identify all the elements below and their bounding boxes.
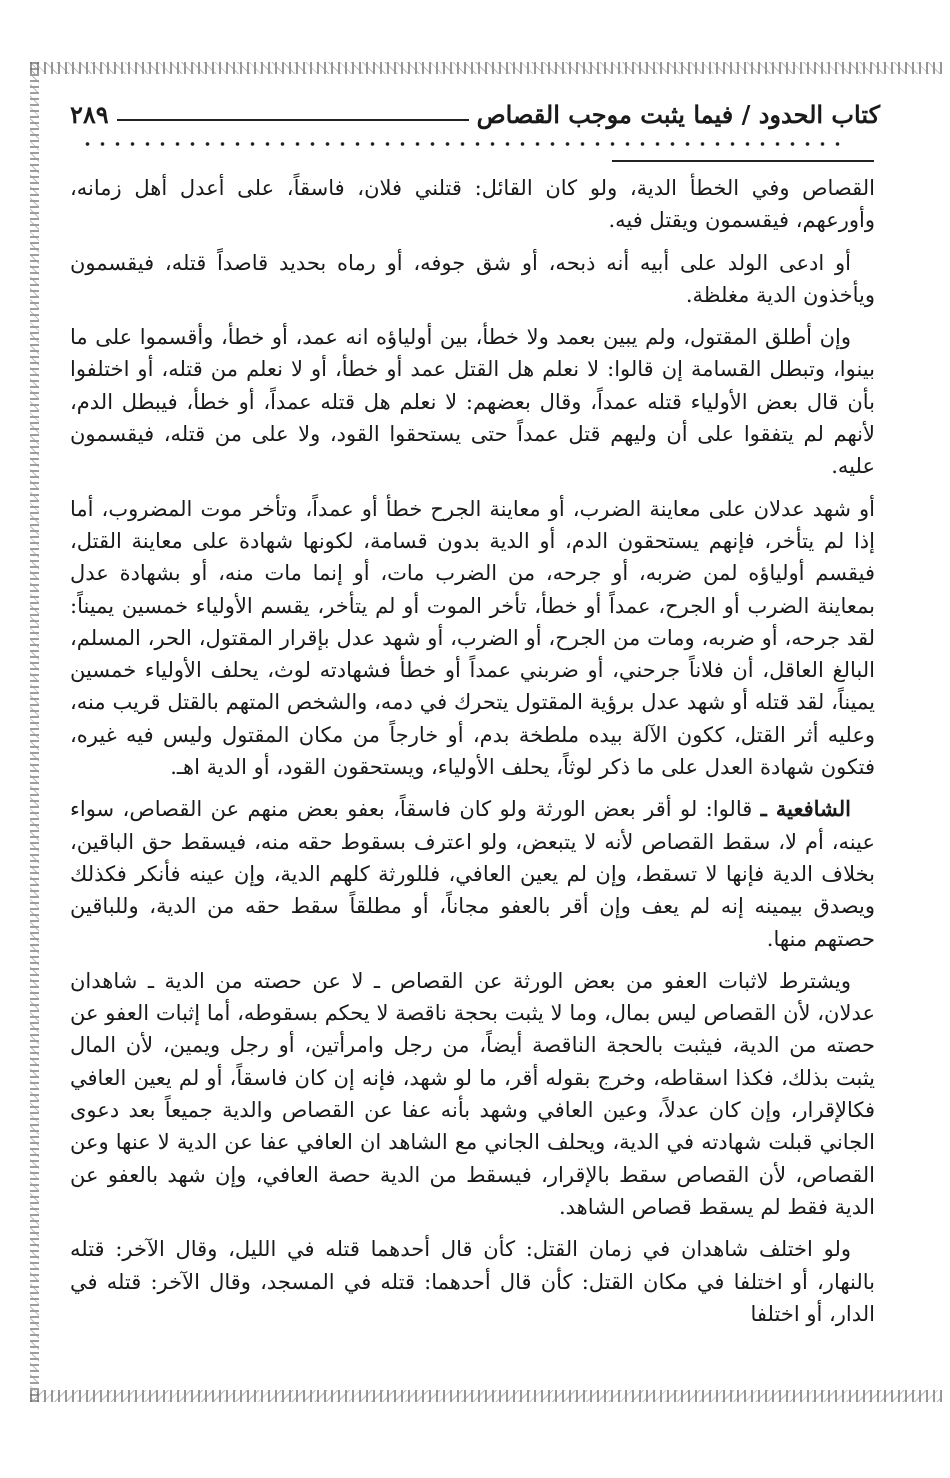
paragraph: ويشترط لاثبات العفو من بعض الورثة عن القصاص ـ لا عن حصته من الدية ـ شاهدان عدلان، لأن القصاص ليس بمال، وما لا يثبت بحجة ناقصة لا يحكم بسقوطه، أما إثبات العفو عن حصته من الدية، فيثبت بالحجة الناقصة أيضاً، من رجل وامرأتين، أو رجل ويمين، لأن المال يثبت بذلك، فكذا اسقاطه، وخرج بقوله أقر، ما لو شهد، فإنه إن كان فاسقاً، أو لم يعين العافي فكالإقرار، وإن كان عدلاً، وعين العافي وشهد بأنه عفا عن القصاص والدية جميعاً بعد دعوى الجاني قبلت شهادته في الدية، ويحلف الجاني مع الشاهد ان العافي عفا عن الدية لا عنها وعن القصاص، لأن القصاص سقط بالإقرار، فيسقط من الدية حصة العافي، وإن شهد بالعفو عن الدية فقط لم يسقط قصاص الشاهد. — [70, 968, 875, 1219]
header-underline — [612, 160, 874, 162]
paragraph: ولو اختلف شاهدان في زمان القتل: كأن قال أحدهما قتله في الليل، وقال الآخر: قتله بالنهار، أو اختلفا في مكان القتل: كأن قال أحدهما: قتله في المسجد، وقال الآخر: قتله في الدار، أو اختلفا — [70, 1237, 875, 1326]
page-number: ٢٨٩ — [70, 99, 109, 129]
paragraph-text: قالوا: لو أقر بعض الورثة ولو كان فاسقاً، بعفو بعض منهم عن القصاص، سواء عينه، أم لا، سقط القصاص لأنه لا يتبعض، ولو اعترف بسقوط حقه منه، فيسقط حق الباقين، بخلاف الدية فإنها لا تسقط، وإن لم يعين العافي، فللورثة كلهم الدية، وإن عينه فأنكر فكذلك ويصدق بيمينه إنه لم يعف وإن أقر بالعفو مجاناً، أو مطلقاً سقط حقه من الدية، وللباقين حصتهم منها. — [70, 797, 875, 951]
body-text — [70, 172, 875, 1340]
running-title: كتاب الحدود / فيما يثبت موجب القصاص — [476, 99, 880, 129]
ornamental-border-bottom — [30, 1390, 942, 1402]
ornamental-border-left — [30, 62, 39, 1402]
paragraph: أو شهد عدلان على معاينة الضرب، أو معاينة الجرح خطأ أو عمداً، وتأخر موت المضروب، أما إذا لم يتأخر، فإنهم يستحقون الدم، أو الدية بدون قسامة، لكونها شهادة على معاينة القتل، فيقسم أولياؤه لمن ضربه، أو جرحه، من الضرب مات، أو إنما مات منه، أو بشهادة عدل بمعاينة الضرب أو الجرح، عمداً أو خطأ، تأخر الموت أو لم يتأخر، يقسم الأولياء خمسين يميناً: لقد جرحه، أو ضربه، ومات من الجرح، أو الضرب، أو شهد عدل بإقرار المقتول، الحر، المسلم، البالغ العاقل، أن فلاناً جرحني، أو ضربني عمداً أو خطأ فشهادته لوث، يحلف الأولياء خمسين يميناً، لقد قتله أو شهد عدل برؤية المقتول يتحرك في دمه، والشخص المتهم بالقتل قريب منه، وعليه أثر القتل، ككون الآلة بيده ملطخة بدم، أو خارجاً من مكان المقتول وليس فيه غيره، فتكون شهادة العدل على ما ذكر لوثاً، يحلف الأولياء، ويستحقون القود، أو الدية اهـ. — [70, 496, 875, 780]
school-heading: الشافعية ـ — [760, 796, 851, 822]
dotted-separator — [80, 140, 840, 148]
paragraph: أو ادعى الولد على أبيه أنه ذبحه، أو شق جوفه، أو رماه بحديد قاصداً قتله، فيقسمون ويأخذون الدية مغلظة. — [70, 250, 875, 307]
paragraph — [70, 793, 875, 954]
ornamental-border-top — [30, 62, 942, 74]
header-rule — [117, 119, 469, 121]
paragraph: وإن أطلق المقتول، ولم يبين بعمد ولا خطأ، بين أولياؤه انه عمد، أو خطأ، وأقسموا على ما بينوا، وتبطل القسامة إن قالوا: لا نعلم هل القتل عمد أو خطأ، أو لا نعلم من قتله، أو اختلفوا بأن قال بعض الأولياء قتله عمداً، وقال بعضهم: لا نعلم هل قتله عمداً، أو خطأ، فيبطل الدم، لأنهم لم يتفقوا على أن وليهم قتل عمداً حتى يستحقوا القود، ولا على من قتله، فيقسمون عليه. — [70, 325, 875, 479]
page-header — [70, 96, 880, 132]
paragraph: القصاص وفي الخطأ الدية، ولو كان القائل: قتلني فلان، فاسقاً، على أعدل أهل زمانه، وأورعهم، فيقسمون ويقتل فيه. — [70, 176, 875, 233]
